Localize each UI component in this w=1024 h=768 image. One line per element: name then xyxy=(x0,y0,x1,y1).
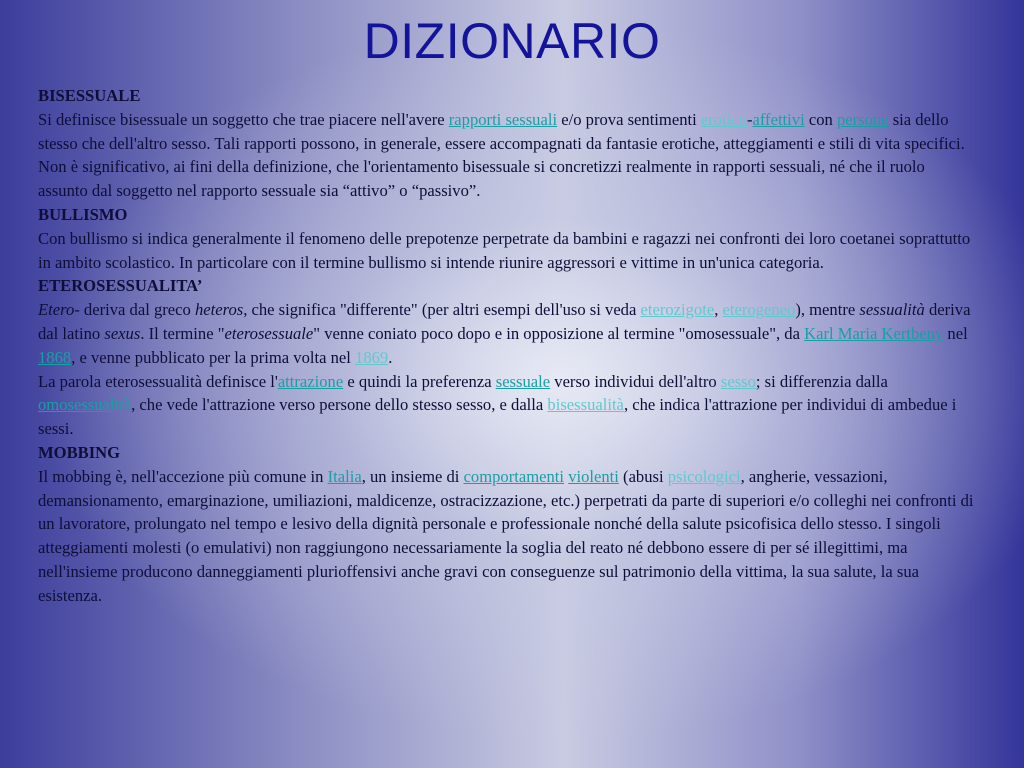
text-run: La parola eterosessualità definisce l' xyxy=(38,371,278,391)
text-run: deriva dal greco xyxy=(79,300,195,320)
text-run: con xyxy=(804,109,837,129)
italic-run: Etero- xyxy=(38,300,80,320)
italic-run: sexus xyxy=(104,323,141,343)
link-1868[interactable]: 1868 xyxy=(38,347,72,367)
link-erotico[interactable]: erotico xyxy=(700,109,747,129)
link-comportamenti[interactable]: comportamenti xyxy=(463,466,565,486)
link-attrazione[interactable]: attrazione xyxy=(277,371,344,391)
text-run: , un insieme di xyxy=(361,466,464,486)
paragraph-bisessuale-definition xyxy=(38,108,974,156)
text-run: . xyxy=(388,347,393,367)
text-run: deriva dal latino xyxy=(38,300,971,343)
paragraph-eterosessualita-definition xyxy=(38,370,974,441)
text-run: - xyxy=(746,109,753,129)
link-affettivi[interactable]: affettivi xyxy=(752,109,805,129)
paragraph-mobbing xyxy=(38,465,974,608)
paragraph-eterosessualita-etymology xyxy=(38,298,974,369)
heading-eterosessualita: ETEROSESSUALITA’ xyxy=(38,276,203,296)
heading-bisessuale: BISESSUALE xyxy=(38,86,141,105)
slide-content xyxy=(38,84,974,608)
link-psicologici[interactable]: psicologici xyxy=(667,466,741,486)
text-run: e/o prova sentimenti xyxy=(557,109,701,129)
text-run: nel xyxy=(943,323,968,343)
text-run: . Il termine " xyxy=(140,323,225,343)
link-karl-maria-kertbeny[interactable]: Karl Maria Kertbeny xyxy=(804,323,944,343)
text-run: e quindi la preferenza xyxy=(343,371,496,391)
link-eterozigote[interactable]: eterozigote xyxy=(640,300,715,320)
text-run: (abusi xyxy=(618,466,668,486)
text-run: , che vede l'attrazione verso persone dello stesso sesso, e dalla xyxy=(131,395,548,415)
link-sesso[interactable]: sesso xyxy=(720,371,756,391)
link-bisessualita[interactable]: bisessualità xyxy=(547,395,624,415)
link-rapporti-sessuali[interactable]: rapporti sessuali xyxy=(448,109,558,129)
italic-run: sessualità xyxy=(859,300,925,320)
heading-mobbing: MOBBING xyxy=(38,442,121,462)
link-italia[interactable]: Italia xyxy=(327,466,362,486)
text-run: ; si differenzia dalla xyxy=(755,371,888,391)
text-run: , xyxy=(714,300,723,320)
text-run: ), mentre xyxy=(795,300,860,320)
heading-bullismo: BULLISMO xyxy=(38,204,128,224)
link-persone[interactable]: persone xyxy=(836,109,889,129)
text-run: Si definisce bisessuale un soggetto che trae piacere nell'avere xyxy=(38,109,449,129)
link-omosessualita[interactable]: omosessualità xyxy=(38,395,132,415)
paragraph-bullismo: Con bullismo si indica generalmente il fenomeno delle prepotenze perpetrate da bambini e ragazzi nei confronti dei loro coetanei soprattutto in ambito scolastico. In particolare con il termine bullismo si intende riunire aggressori e vittime in un'unica categoria. xyxy=(38,228,971,272)
text-run: verso individui dell'altro xyxy=(550,371,721,391)
text-run: " venne coniato poco dopo e in opposizione al termine "omosessuale", da xyxy=(313,323,805,343)
italic-run: heteros xyxy=(194,300,244,320)
italic-run: eterosessuale xyxy=(224,323,314,343)
text-run: , e venne pubblicato per la prima volta nel xyxy=(71,347,356,367)
text-run: , angherie, vessazioni, demansionamento, emarginazione, umiliazioni, maldicenze, ostracizzazione, etc.) perpetrati da parte di superiori e/o colleghi nei confronti di un lavoratore, prolungato nel tempo e lesivo della dignità personale e professionale nonché della salute psicofisica dello stesso. I singoli atteggiamenti molesti (o emulativi) non raggiungono necessariamente la soglia del reato né debbono essere di per sé illegittimi, ma nell'insieme producono danneggiamenti plurioffensivi anche gravi con conseguenze sul patrimonio della vittima, la sua salute, la sua esistenza. xyxy=(38,466,974,605)
text-run: sia dello stesso che dell'altro sesso. Tali rapporti possono, in generale, essere accompagnati da fantasie erotiche, atteggiamenti e stili di vita specifici. xyxy=(38,109,965,153)
text-run: , che significa "differente" (per altri esempi dell'uso si veda xyxy=(243,300,641,320)
paragraph-bisessuale-note: Non è significativo, ai fini della definizione, che l'orientamento bisessuale si concretizzi realmente in rapporti sessuali, né che il ruolo assunto dal soggetto nel rapporto sessuale sia “attivo” o “passivo”. xyxy=(38,157,925,201)
slide-title: DIZIONARIO xyxy=(363,13,661,69)
link-eterogeneo[interactable]: eterogeneo xyxy=(722,300,796,320)
text-run: , che indica l'attrazione per individui di ambedue i sessi. xyxy=(38,395,957,439)
text-run: Il mobbing è, nell'accezione più comune in xyxy=(38,466,328,486)
link-violenti[interactable]: violenti xyxy=(568,466,619,486)
link-sessuale[interactable]: sessuale xyxy=(495,371,551,391)
link-1869[interactable]: 1869 xyxy=(355,347,389,367)
